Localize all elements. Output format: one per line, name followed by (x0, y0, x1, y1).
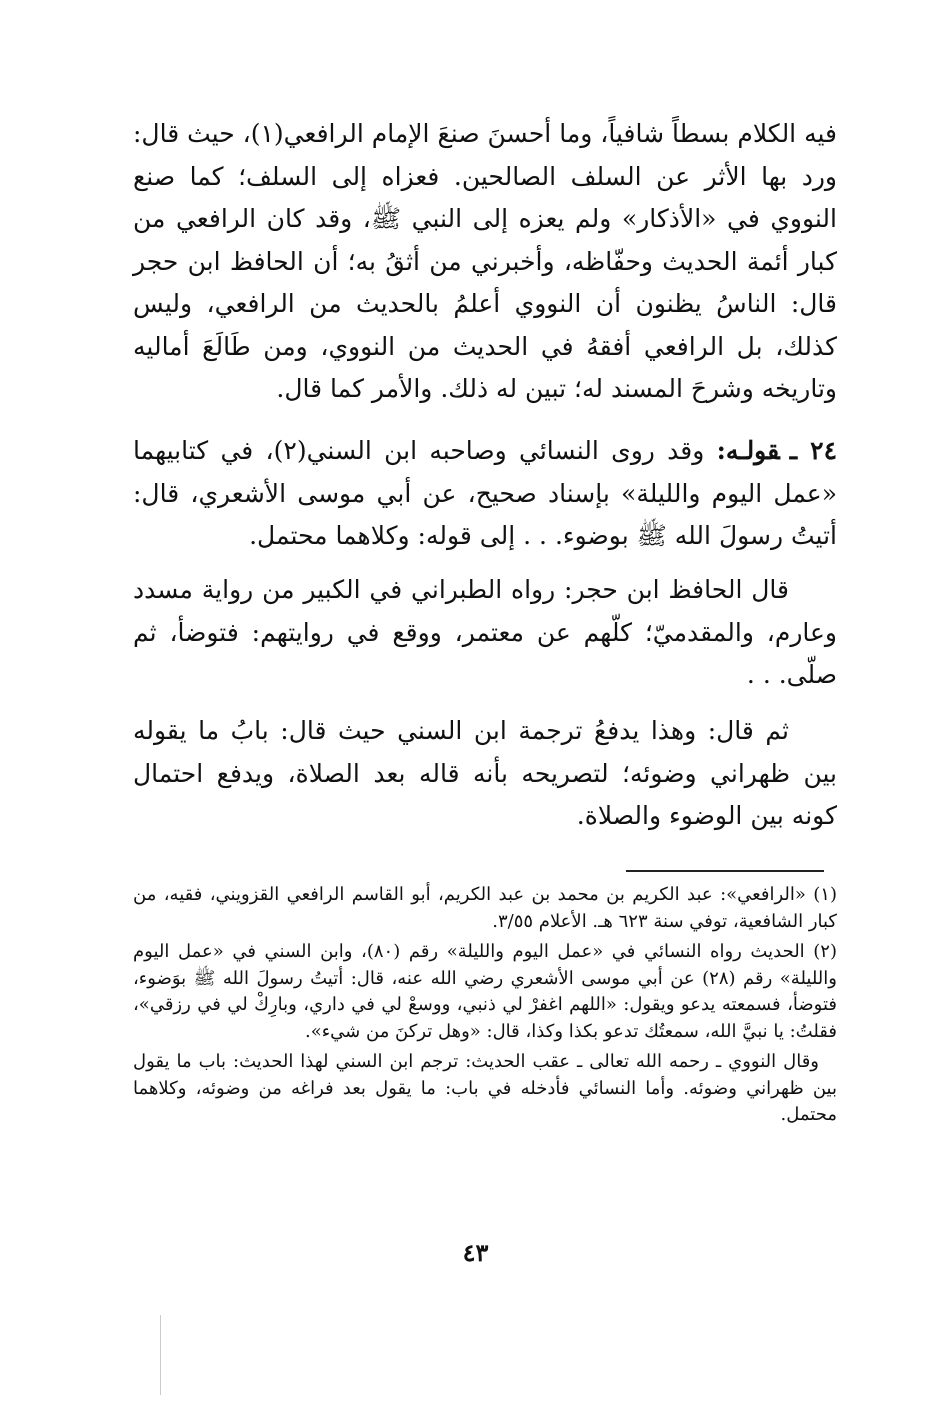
body-paragraph-4 (133, 710, 837, 838)
scan-margin-line (160, 1315, 161, 1395)
item-paragraph (133, 430, 837, 558)
body-paragraph-1 (133, 113, 837, 411)
footnote-2: (٢) الحديث رواه النسائي في «عمل اليوم والليلة» رقم (٨٠)، وابن السني في «عمل اليوم والليلة» رقم (٢٨) عن أبي موسى الأشعري رضي الله عنه، قال: أتيتُ رسولَ الله ﷺ بوَضوء، فتوضأ، فسمعته يدعو ويقول: «اللهم اغفرْ لي ذنبي، ووسعْ لي في داري، وبارِكْ لي في رزقي»، فقلتُ: يا نبيَّ الله، سمعتُك تدعو بكذا وكذا، قال: «وهل تركنَ من شيء». (133, 941, 837, 1042)
footnote-2-continuation: وقال النووي ـ رحمه الله تعالى ـ عقب الحديث: ترجم ابن السني لهذا الحديث: باب ما يقول بين ظهراني وضوئه. وأما النسائي فأدخله في باب: ما يقول بعد فراغه من وضوئه، وكلاهما محتمل. (133, 1051, 837, 1125)
footnote-1: (١) «الرافعي»: عبد الكريم بن محمد بن عبد الكريم، أبو القاسم الرافعي القزويني، فقيه، من كبار الشافعية، توفي سنة ٦٢٣ هـ. الأعلام ٣/٥٥. (133, 884, 837, 932)
item-keyword: قولـه: (716, 436, 780, 465)
body-item-24 (133, 430, 837, 558)
paragraph-text: ثم قال: وهذا يدفعُ ترجمة ابن السني حيث قال: بابُ ما يقوله بين ظهراني وضوئه؛ لتصريحه بأنه قاله بعد الصلاة، ويدفع احتمال كونه بين الوضوء والصلاة. (133, 716, 837, 830)
body-paragraph-3 (133, 569, 837, 697)
footnotes-section (133, 882, 837, 1129)
footnote-divider (626, 870, 824, 872)
paragraph-text: قال الحافظ ابن حجر: رواه الطبراني في الكبير من رواية مسدد وعارم، والمقدميّ؛ كلّهم عن معتمر، ووقع في روايتهم: فتوضأ، ثم صلّى. . . (133, 575, 837, 689)
item-text: وقد روى النسائي وصاحبه ابن السني(٢)، في كتابيهما «عمل اليوم والليلة» بإسناد صحيح، عن أبي موسى الأشعري، قال: أتيتُ رسولَ الله ﷺ بوضوء. . . إلى قوله: وكلاهما محتمل. (133, 436, 837, 550)
page-number: ٤٣ (462, 1238, 489, 1267)
paragraph-text: فيه الكلام بسطاً شافياً، وما أحسنَ صنعَ الإمام الرافعي(١)، حيث قال: ورد بها الأثر عن السلف الصالحين. فعزاه إلى السلف؛ كما صنع النووي في «الأذكار» ولم يعزه إلى النبي ﷺ، وقد كان الرافعي من كبار أئمة الحديث وحفّاظه، وأخبرني من أثقُ به؛ أن الحافظ ابن حجر قال: الناسُ يظنون أن النووي أعلمُ بالحديث من الرافعي، وليس كذلك، بل الرافعي أفقهُ في الحديث من النووي، ومن طَالَعَ أماليه وتاريخه وشرحَ المسند له؛ تبين له ذلك. والأمر كما قال. (133, 119, 838, 403)
item-number: ٢٤ ـ (789, 436, 837, 465)
